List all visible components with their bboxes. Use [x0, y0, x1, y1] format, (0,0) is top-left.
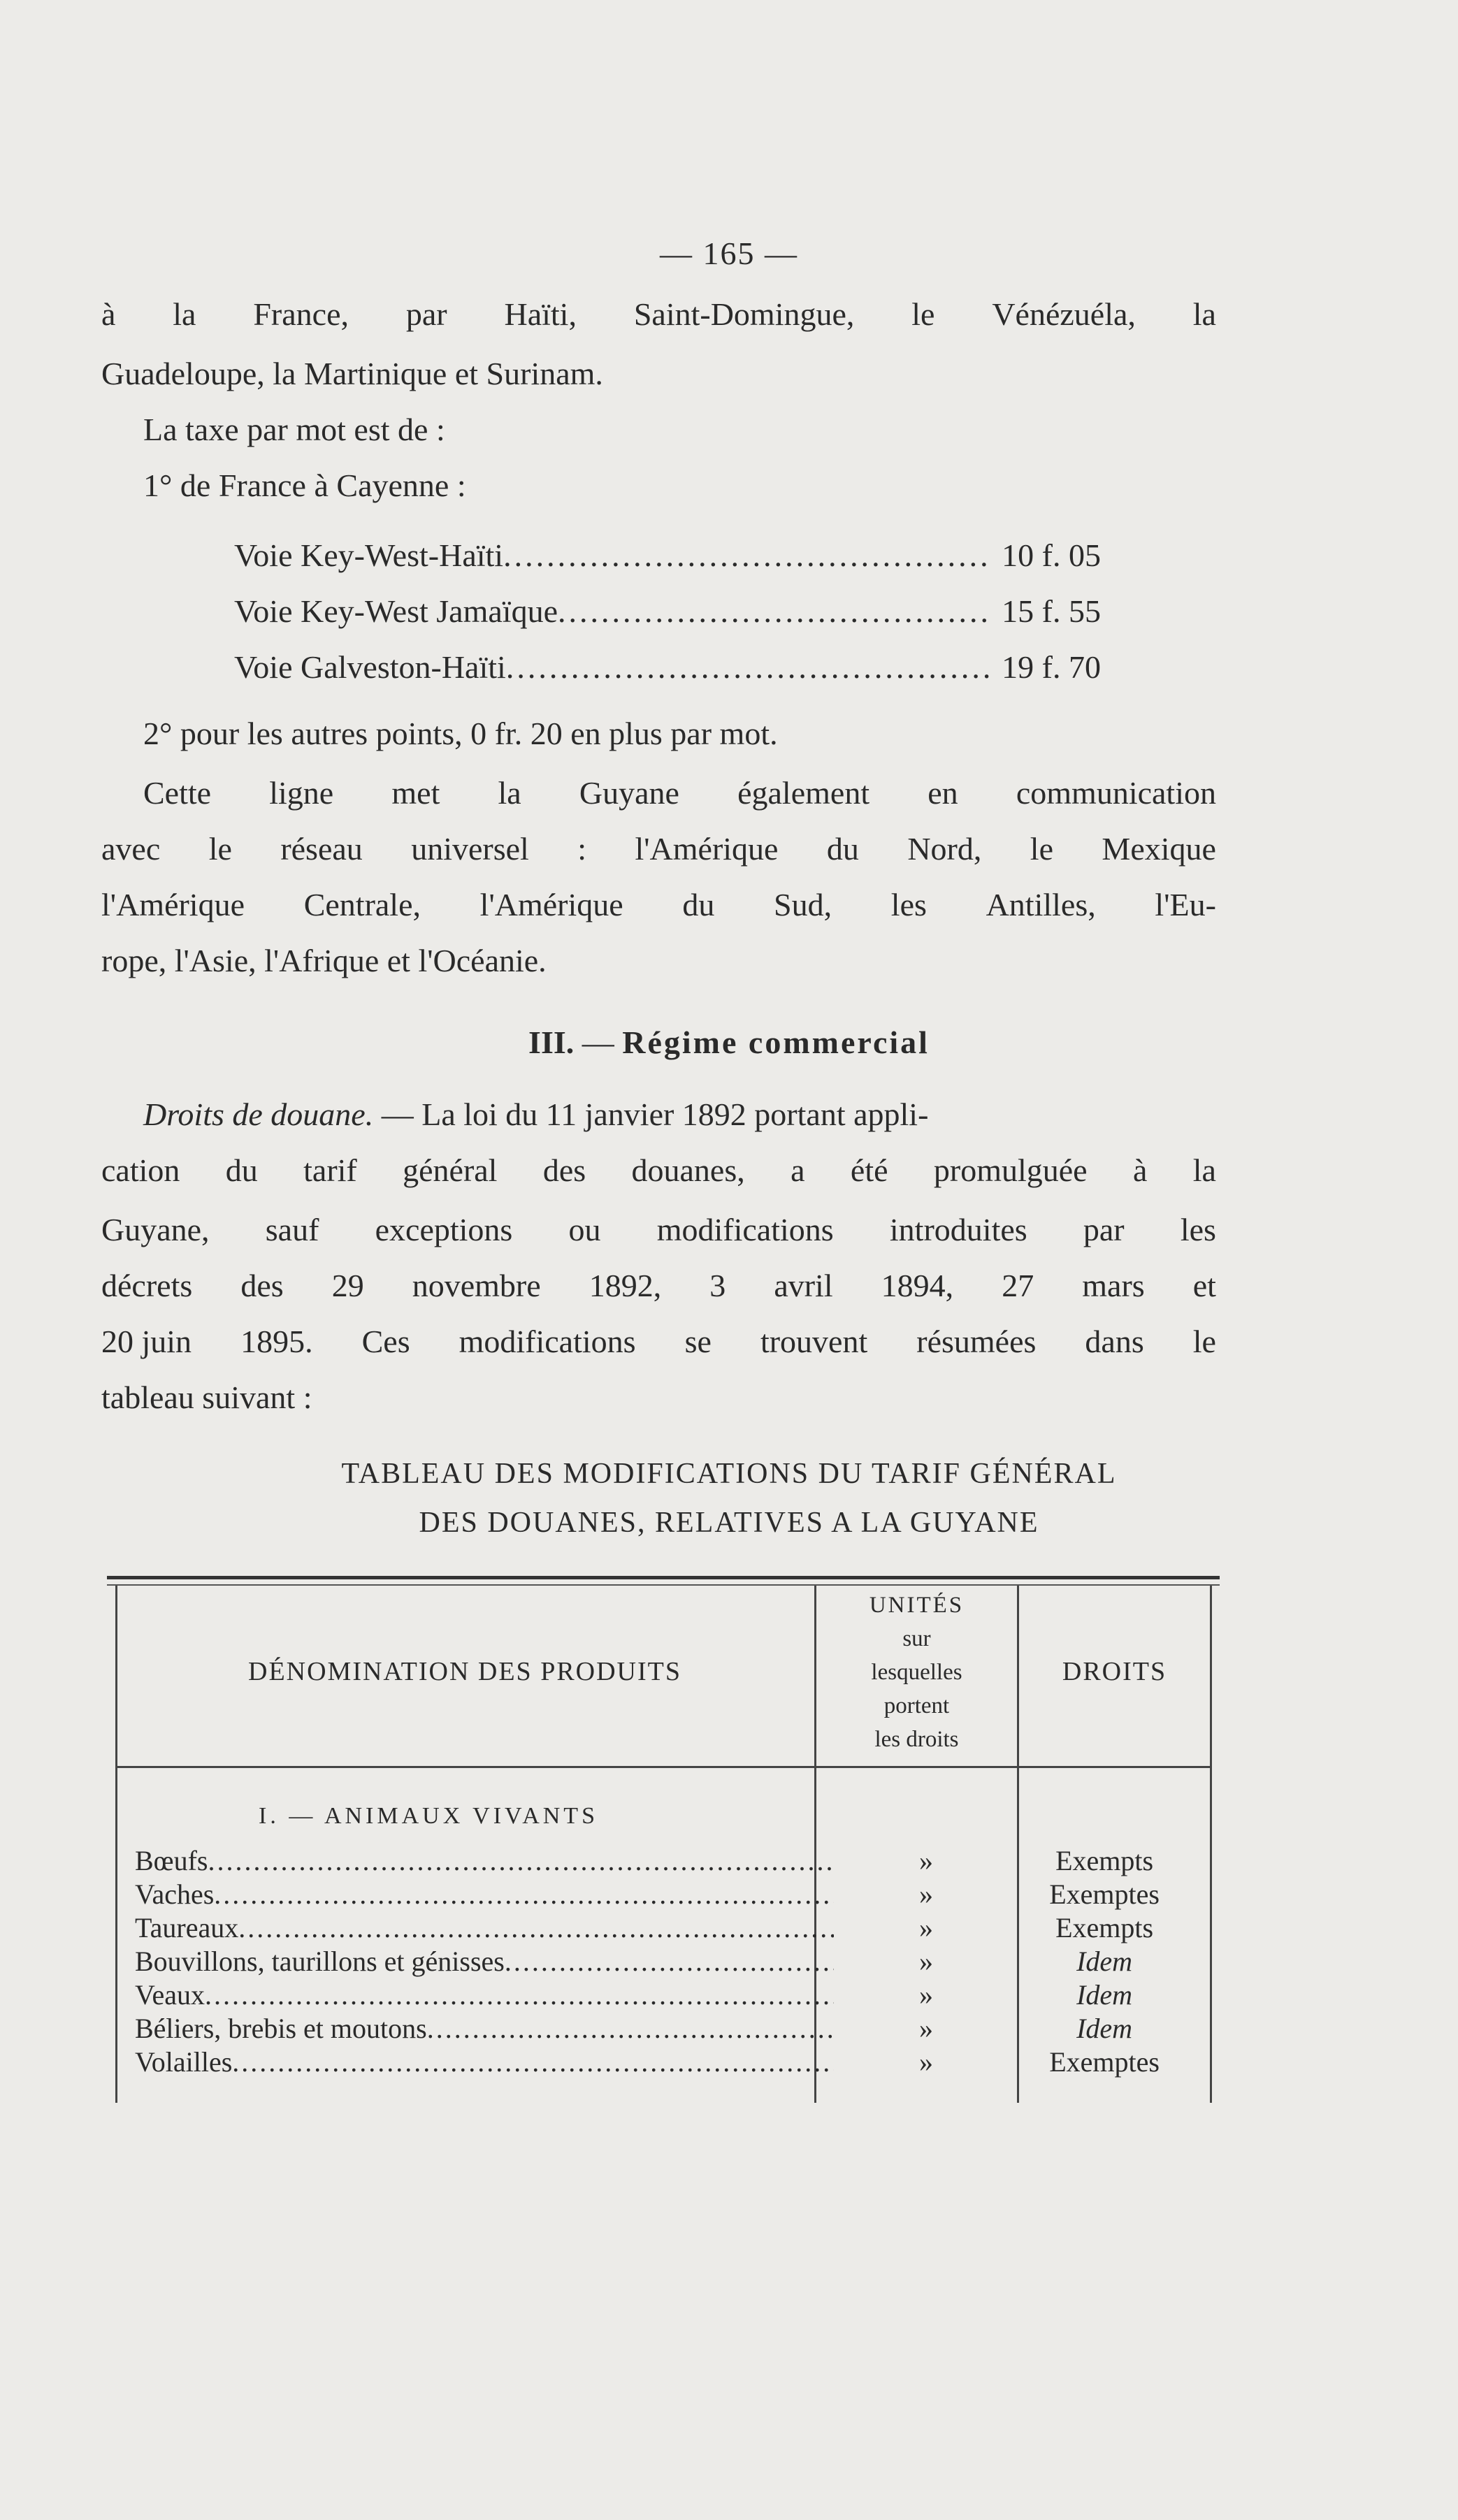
para3-line-6: tableau suivant : — [101, 1380, 312, 1415]
word: l'Eu- — [1155, 887, 1216, 922]
leader-dots — [505, 1946, 834, 1978]
para2-line-3 — [101, 884, 1216, 926]
section-heading — [0, 1024, 1458, 1061]
word: ou — [568, 1212, 601, 1247]
word: met — [391, 775, 440, 811]
word: du — [225, 1152, 258, 1188]
product-name: Béliers, brebis et moutons — [135, 2013, 427, 2044]
table-right-border — [1210, 1586, 1212, 2103]
word: la — [1192, 296, 1216, 332]
word: résumées — [916, 1324, 1037, 1359]
word: par — [405, 296, 447, 332]
lead-italic: Droits de douane. — [143, 1096, 374, 1132]
tax-label: Voie Galveston-Haïti — [234, 649, 506, 685]
table-row — [135, 2013, 1190, 2045]
table-title-line-1: TABLEAU DES MODIFICATIONS DU TARIF GÉNÉRAL — [341, 1458, 1117, 1490]
word: Nord, — [907, 831, 982, 867]
tax-row — [234, 591, 1101, 632]
table-row — [135, 1845, 1190, 1877]
tax-row — [234, 535, 1101, 577]
table-row — [135, 1878, 1190, 1911]
word: 3 — [709, 1268, 726, 1303]
para3-line-1 — [143, 1094, 928, 1136]
para2-line-4: rope, l'Asie, l'Afrique et l'Océanie. — [101, 943, 547, 978]
intro-line-2: Guadeloupe, la Martinique et Surinam. — [101, 356, 603, 391]
word: Guyane — [579, 775, 679, 811]
word: 20 juin — [101, 1324, 192, 1359]
tariff-table — [107, 1576, 1220, 2103]
tax-row — [234, 646, 1101, 688]
tax-label: Voie Key-West-Haïti — [234, 537, 504, 573]
word: Ces — [361, 1324, 410, 1359]
word: tarif — [303, 1152, 357, 1188]
word: du — [682, 887, 715, 922]
word: novembre — [412, 1268, 541, 1303]
word: des — [240, 1268, 284, 1303]
unit-cell: » — [919, 2013, 934, 2044]
rights-cell: Idem — [1076, 2013, 1133, 2044]
header-units-line: les droits — [874, 1727, 959, 1752]
word: dans — [1085, 1324, 1144, 1359]
word: : — [577, 831, 587, 867]
word: le — [1192, 1324, 1216, 1359]
unit-cell: » — [919, 1946, 934, 1977]
rights-cell: Exemptes — [1049, 2046, 1160, 2078]
leader-dots — [232, 2046, 834, 2078]
leader-dots — [238, 1912, 834, 1944]
table-row — [135, 1979, 1190, 2011]
word: Sud, — [774, 887, 832, 922]
unit-cell: » — [919, 1912, 934, 1943]
word: les — [1180, 1212, 1216, 1247]
header-units-line: lesquelles — [871, 1660, 962, 1685]
word: Haïti, — [504, 296, 577, 332]
unit-cell: » — [919, 2046, 934, 2078]
table-row — [135, 1946, 1190, 1978]
word: du — [826, 831, 859, 867]
word: la — [173, 296, 196, 332]
word: et — [1192, 1268, 1216, 1303]
word: promulguée — [933, 1152, 1088, 1188]
unit-cell: » — [919, 1878, 934, 1910]
word: Mexique — [1102, 831, 1216, 867]
word: réseau — [280, 831, 363, 867]
header-rights: DROITS — [1062, 1657, 1167, 1686]
table-row — [135, 2046, 1190, 2078]
leader-dots — [208, 1845, 834, 1877]
section-dash: — — [582, 1024, 614, 1060]
para3-line-1-rest: — La loi du 11 janvier 1892 portant appli- — [381, 1096, 929, 1132]
word: Cette — [143, 775, 212, 811]
word: Centrale, — [303, 887, 421, 922]
word: exceptions — [375, 1212, 513, 1247]
word: sauf — [265, 1212, 319, 1247]
unit-cell: » — [919, 1979, 934, 2011]
para2-line-2 — [101, 828, 1216, 870]
word: Vénézuéla, — [992, 296, 1136, 332]
para3-line-5 — [101, 1321, 1216, 1363]
tax-label: Voie Key-West Jamaïque — [234, 593, 558, 629]
word: cation — [101, 1152, 180, 1188]
word: général — [403, 1152, 498, 1188]
word: décrets — [101, 1268, 193, 1303]
word: a — [791, 1152, 805, 1188]
product-name: Bouvillons, taurillons et génisses — [135, 1946, 505, 1977]
leader-dots — [503, 535, 992, 577]
product-name: Bœufs — [135, 1845, 208, 1876]
leader-dots — [427, 2013, 834, 2045]
leader-dots — [214, 1878, 834, 1911]
word: 1894, — [881, 1268, 954, 1303]
word: douanes, — [631, 1152, 745, 1188]
tax-value: 19 f. 70 — [1002, 649, 1101, 685]
word: également — [737, 775, 870, 811]
word: en — [928, 775, 958, 811]
intro-line-3: La taxe par mot est de : — [143, 412, 445, 447]
rights-cell: Exempts — [1055, 1845, 1154, 1876]
word: l'Amérique — [635, 831, 779, 867]
section-number: III. — [528, 1024, 575, 1060]
section-title: Régime commercial — [622, 1024, 930, 1060]
table-row — [135, 1912, 1190, 1944]
rights-cell: Exemptes — [1049, 1878, 1160, 1910]
word: 27 — [1002, 1268, 1034, 1303]
word: avril — [774, 1268, 833, 1303]
leader-dots — [506, 646, 992, 688]
rights-cell: Idem — [1076, 1979, 1133, 2011]
table-top-rule-thin — [107, 1584, 1220, 1586]
word: modifications — [656, 1212, 834, 1247]
word: mars — [1082, 1268, 1145, 1303]
intro-line-1 — [101, 294, 1216, 335]
word: introduites — [889, 1212, 1027, 1247]
other-points-line: 2° pour les autres points, 0 fr. 20 en plus par mot. — [143, 716, 778, 751]
product-name: Taureaux — [135, 1912, 239, 1943]
word: communication — [1016, 775, 1216, 811]
word: France, — [253, 296, 349, 332]
header-denomination: DÉNOMINATION DES PRODUITS — [248, 1657, 681, 1686]
word: avec — [101, 831, 161, 867]
unit-cell: » — [919, 1845, 934, 1876]
word: modifications — [459, 1324, 636, 1359]
para2-line-1 — [143, 772, 1216, 814]
table-top-rule — [107, 1576, 1220, 1579]
rights-cell: Idem — [1076, 1946, 1133, 1977]
header-units — [816, 1588, 1017, 1756]
word: à — [1132, 1152, 1148, 1188]
header-units-line: portent — [883, 1693, 950, 1718]
product-name: Vaches — [135, 1878, 215, 1910]
intro-line-4: 1° de France à Cayenne : — [143, 468, 466, 503]
para3-line-4 — [101, 1265, 1216, 1307]
word: Antilles, — [986, 887, 1096, 922]
word: l'Amérique — [101, 887, 245, 922]
product-name: Volailles — [135, 2046, 233, 2078]
word: la — [498, 775, 521, 811]
word: par — [1083, 1212, 1125, 1247]
word: universel — [411, 831, 529, 867]
word: 1895. — [240, 1324, 313, 1359]
tax-value: 10 f. 05 — [1002, 537, 1101, 573]
word: Saint-Domingue, — [633, 296, 855, 332]
word: le — [911, 296, 935, 332]
word: à — [101, 296, 116, 332]
leader-dots — [558, 591, 992, 632]
word: le — [1030, 831, 1053, 867]
header-units-line: UNITÉS — [869, 1593, 965, 1618]
word: se — [684, 1324, 712, 1359]
table-header-rule — [115, 1766, 1212, 1768]
word: 29 — [331, 1268, 364, 1303]
word: ligne — [269, 775, 334, 811]
word: Guyane, — [101, 1212, 210, 1247]
table-title-line-2: DES DOUANES, RELATIVES A LA GUYANE — [419, 1507, 1039, 1539]
word: les — [890, 887, 927, 922]
word: 1892, — [589, 1268, 662, 1303]
word: des — [542, 1152, 586, 1188]
rights-cell: Exempts — [1055, 1912, 1154, 1943]
product-name: Veaux — [135, 1979, 205, 2011]
para3-line-2 — [101, 1150, 1216, 1192]
page-number: — 165 — — [660, 236, 798, 271]
para3-line-3 — [101, 1209, 1216, 1251]
tax-value: 15 f. 55 — [1002, 593, 1101, 629]
leader-dots — [205, 1979, 834, 2011]
category-heading: I. — ANIMAUX VIVANTS — [259, 1803, 598, 1829]
word: l'Amérique — [479, 887, 623, 922]
word: le — [208, 831, 232, 867]
header-units-line: sur — [902, 1626, 931, 1651]
word: trouvent — [760, 1324, 868, 1359]
word: été — [850, 1152, 888, 1188]
word: la — [1192, 1152, 1216, 1188]
